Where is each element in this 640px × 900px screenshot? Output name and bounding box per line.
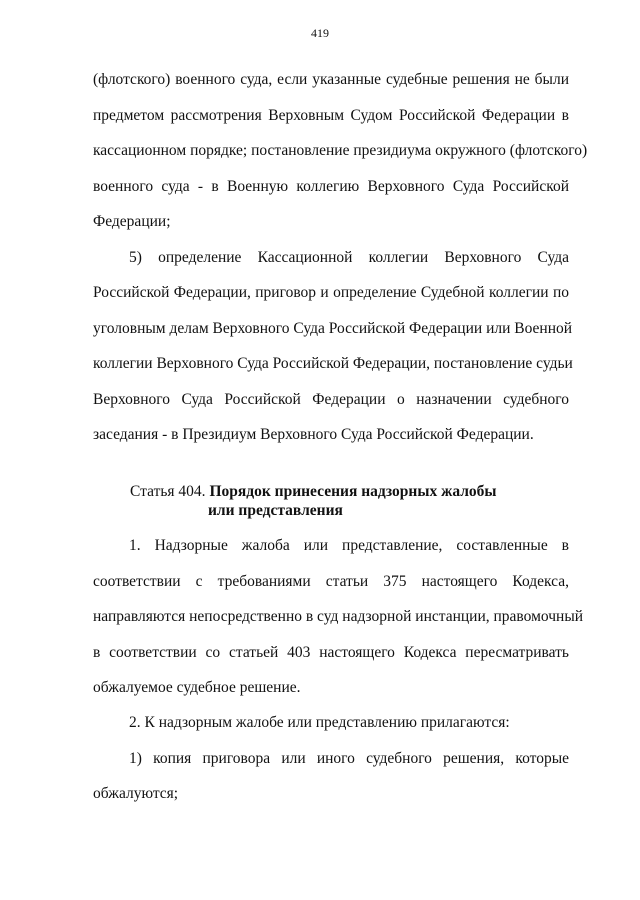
text-line: 1. Надзорные жалоба или представление, составленные в [129, 537, 569, 554]
article-title: Порядок принесения надзорных жалобы [209, 483, 497, 500]
text-line: обжалуются; [93, 785, 179, 802]
text-line: 2. К надзорным жалобе или представлению прилагаются: [129, 714, 510, 731]
text-line: военного суда - в Военную коллегию Верховного Суда Российской [93, 178, 569, 195]
text-line: направляются непосредственно в суд надзорной инстанции, правомочный [93, 608, 584, 625]
text-line: соответствии с требованиями статьи 375 настоящего Кодекса, [93, 573, 569, 590]
text-line: 5) определение Кассационной коллегии Верховного Суда [129, 249, 569, 266]
text-line: обжалуемое судебное решение. [93, 679, 301, 696]
text-line: Российской Федерации, приговор и определение Судебной коллегии по [93, 284, 569, 301]
text-line: коллегии Верховного Суда Российской Федерации, постановление судьи [93, 355, 573, 372]
text-line: заседания - в Президиум Верховного Суда Российской Федерации. [93, 426, 534, 443]
article-label: Статья 404. [130, 483, 210, 500]
text-line: 1) копия приговора или иного судебного решения, которые [129, 750, 569, 767]
text-line: Федерации; [93, 213, 171, 230]
text-line: кассационном порядке; постановление президиума окружного (флотского) [93, 142, 588, 159]
text-line: (флотского) военного суда, если указанные судебные решения не были [93, 71, 569, 88]
text-line: Верховного Суда Российской Федерации о назначении судебного [93, 391, 569, 408]
text-line: в соответствии со статьей 403 настоящего Кодекса пересматривать [93, 644, 569, 661]
text-line: предметом рассмотрения Верховным Судом Российской Федерации в [93, 107, 569, 124]
article-heading-line-1 [130, 483, 497, 501]
page-number: 419 [311, 26, 329, 40]
article-heading-line-2: или представления [208, 502, 343, 519]
text-line: уголовным делам Верховного Суда Российской Федерации или Военной [93, 320, 573, 337]
